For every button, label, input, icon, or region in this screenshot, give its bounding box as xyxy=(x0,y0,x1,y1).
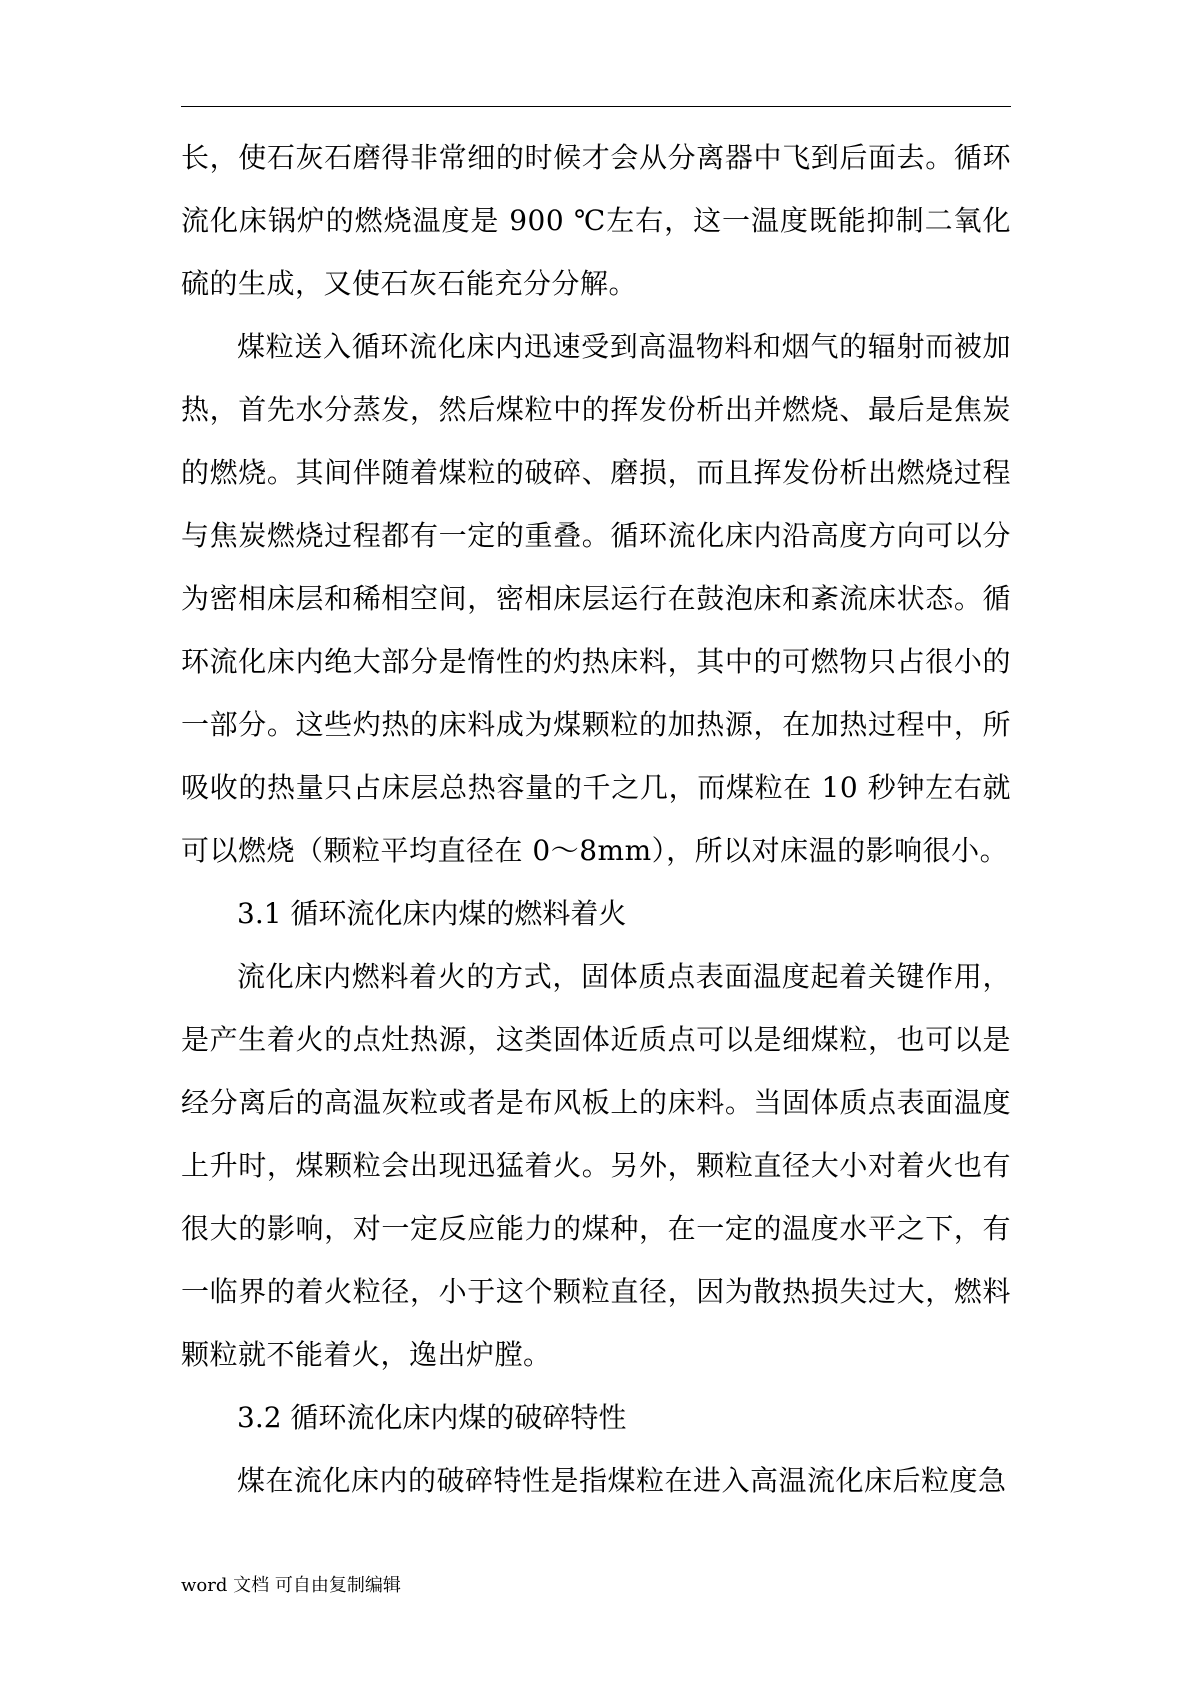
section-heading-3-1: 3.1 循环流化床内煤的燃料着火 xyxy=(237,897,627,930)
header-rule xyxy=(181,106,1011,107)
paragraph-3: 流化床内燃料着火的方式，固体质点表面温度起着关键作用，是产生着火的点灶热源，这类固体近质点可以是细煤粒，也可以是经分离后的高温灰粒或者是布风板上的床料。当固体质点表面温度上升时，煤颗粒会出现迅猛着火。另外，颗粒直径大小对着火也有很大的影响，对一定反应能力的煤种，在一定的温度水平之下，有一临界的着火粒径，小于这个颗粒直径，因为散热损失过大，燃料颗粒就不能着火，逸出炉膛。 xyxy=(181,960,1011,1371)
paragraph-1: 长，使石灰石磨得非常细的时候才会从分离器中飞到后面去。循环流化床锅炉的燃烧温度是 900 ℃左右，这一温度既能抑制二氧化硫的生成，又使石灰石能充分分解。 xyxy=(181,141,1011,300)
section-heading-3-2: 3.2 循环流化床内煤的破碎特性 xyxy=(237,1401,627,1434)
paragraph-4: 煤在流化床内的破碎特性是指煤粒在进入高温流化床后粒度急 xyxy=(237,1464,1007,1497)
document-body xyxy=(181,126,1011,1512)
footer-note: word 文档 可自由复制编辑 xyxy=(181,1575,401,1596)
paragraph-2: 煤粒送入循环流化床内迅速受到高温物料和烟气的辐射而被加热，首先水分蒸发，然后煤粒中的挥发份析出并燃烧、最后是焦炭的燃烧。其间伴随着煤粒的破碎、磨损，而且挥发份析出燃烧过程与焦炭燃烧过程都有一定的重叠。循环流化床内沿高度方向可以分为密相床层和稀相空间，密相床层运行在鼓泡床和紊流床状态。循环流化床内绝大部分是惰性的灼热床料，其中的可燃物只占很小的一部分。这些灼热的床料成为煤颗粒的加热源，在加热过程中，所吸收的热量只占床层总热容量的千之几，而煤粒在 10 秒钟左右就可以燃烧（颗粒平均直径在 0～8mm），所以对床温的影响很小。 xyxy=(181,330,1011,867)
